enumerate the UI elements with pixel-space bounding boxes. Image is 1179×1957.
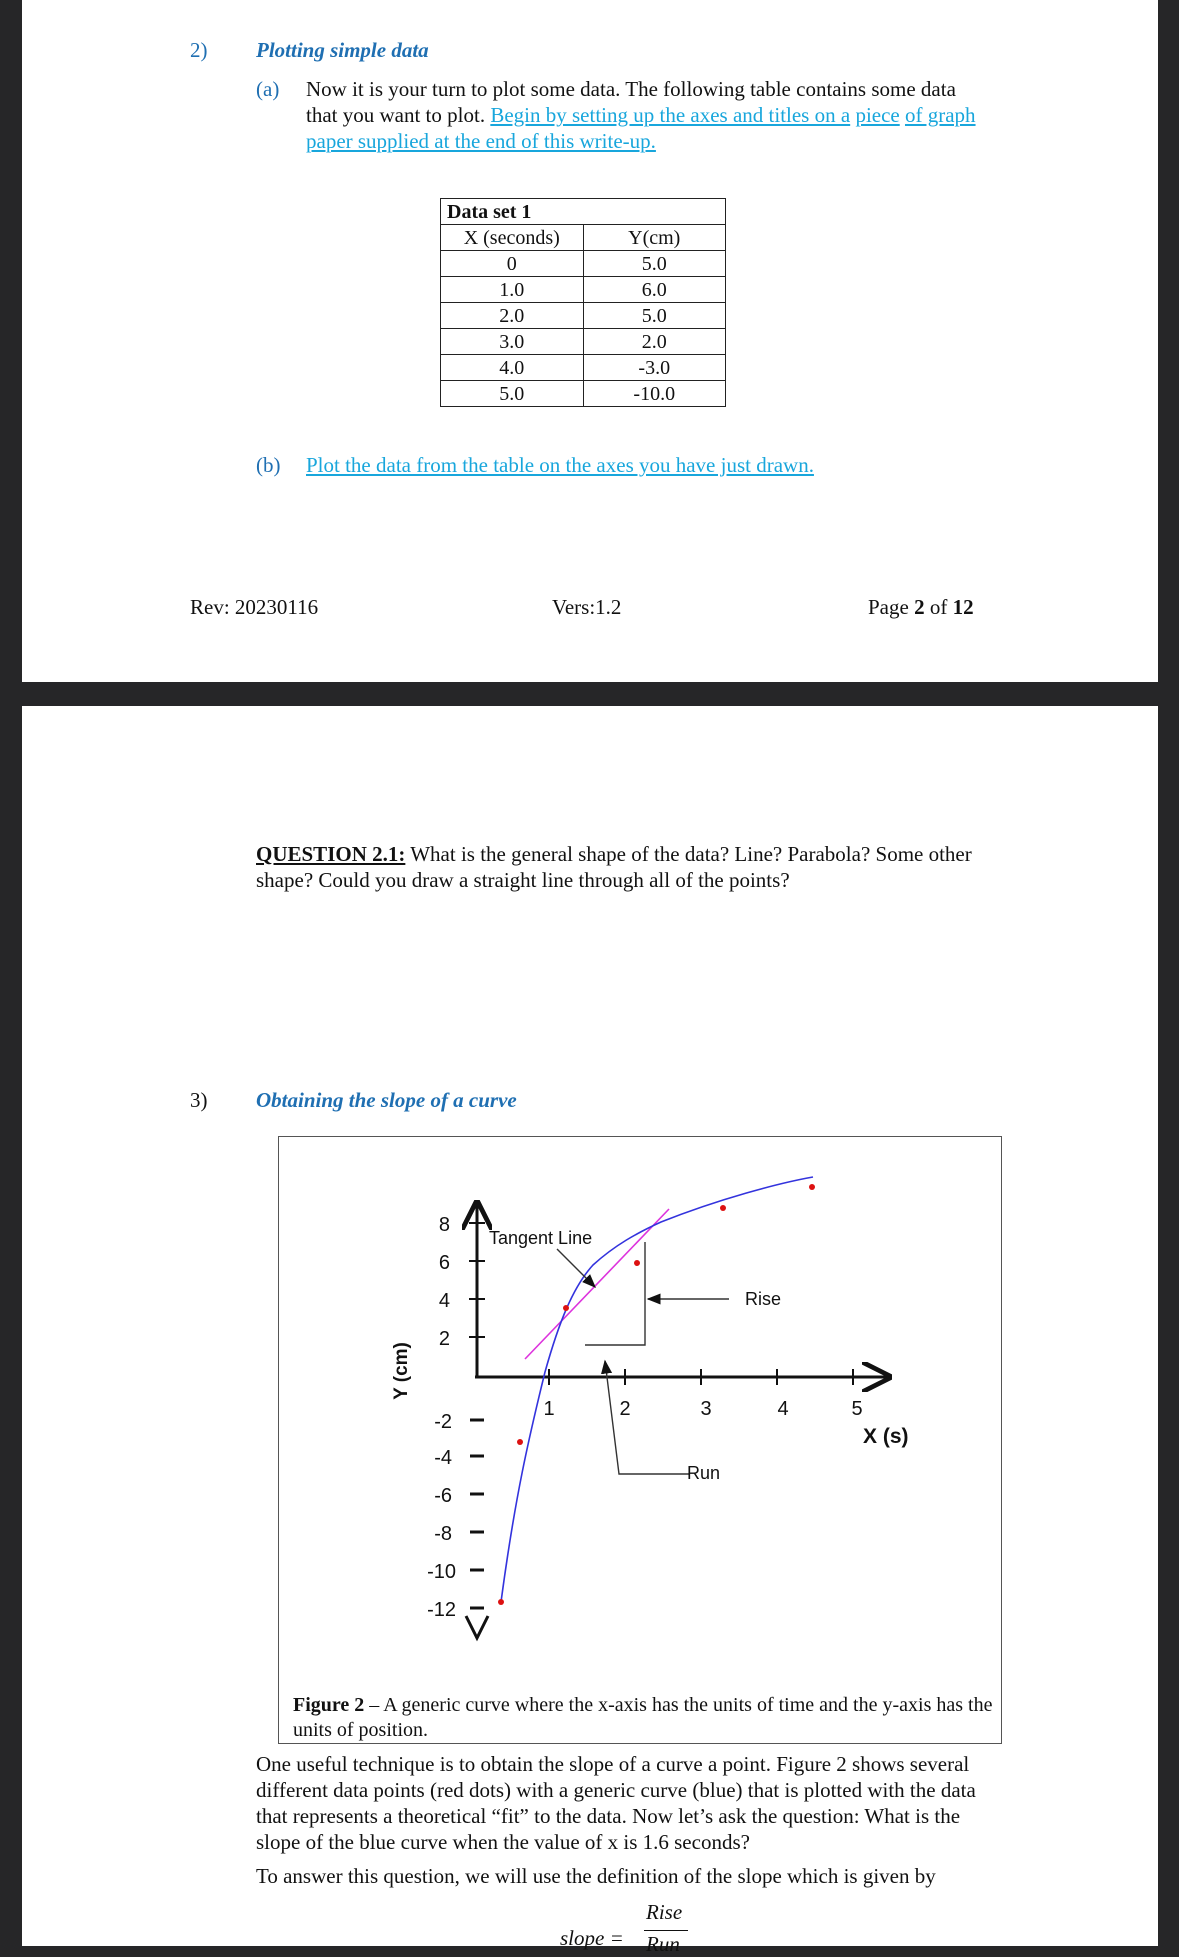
section-number: 2) xyxy=(190,38,208,62)
rise-run-triangle xyxy=(585,1242,645,1345)
y-axis-title: Y (cm) xyxy=(391,1342,412,1400)
data-table xyxy=(440,198,726,407)
cell-y: 5.0 xyxy=(583,303,726,329)
table-title: Data set 1 xyxy=(441,199,726,225)
cell-x: 4.0 xyxy=(441,355,584,381)
table-row xyxy=(441,355,726,381)
part-a-link-axes[interactable]: Begin by setting up the axes and titles on a xyxy=(490,103,851,127)
page-total: 12 xyxy=(952,595,974,619)
table-row xyxy=(441,303,726,329)
caption-label: Figure 2 xyxy=(293,1694,365,1716)
page-prefix: Page xyxy=(868,595,915,619)
data-point xyxy=(563,1305,569,1311)
part-a-text: Now it is your turn to plot some data. The following table contains some data that you want to plot. xyxy=(306,77,956,127)
cell-x: 5.0 xyxy=(441,381,584,407)
y-axis-lower-arrow xyxy=(466,1616,488,1638)
body-paragraph-2: To answer this question, we will use the definition of the slope which is given by xyxy=(256,1864,936,1888)
fraction-bar xyxy=(644,1930,688,1931)
table-row xyxy=(441,381,726,407)
document-page-1 xyxy=(22,0,1158,682)
part-b-label: (b) xyxy=(256,453,281,477)
data-point xyxy=(720,1205,726,1211)
part-a-label: (a) xyxy=(256,77,280,101)
x-tick-label: 4 xyxy=(777,1398,789,1420)
y-tick-label: -10 xyxy=(427,1561,456,1583)
cell-y: -10.0 xyxy=(583,381,726,407)
y-tick-label: 6 xyxy=(438,1252,450,1274)
page-of: of xyxy=(924,595,953,619)
x-axis-title: X (s) xyxy=(863,1425,909,1448)
formula-numerator: Rise xyxy=(646,1900,683,1924)
tangent-callout-line xyxy=(557,1249,595,1287)
page-current: 2 xyxy=(914,595,925,619)
x-tick-label: 1 xyxy=(543,1398,555,1420)
document-page-2 xyxy=(22,706,1158,1956)
tangent-line-label: Tangent Line xyxy=(489,1228,593,1248)
table-title-row xyxy=(441,199,726,225)
question-label: QUESTION 2.1: xyxy=(256,842,406,866)
question-text: What is the general shape of the data? Line? Parabola? Some other shape? Could you draw a straight line through all of the points? xyxy=(256,842,972,892)
y-ticks-negative xyxy=(470,1420,484,1608)
section-title: Plotting simple data xyxy=(256,38,429,62)
cell-x: 1.0 xyxy=(441,277,584,303)
figure-2-graph xyxy=(279,1137,1001,1687)
part-a-link-piece[interactable]: piece xyxy=(855,103,900,127)
x-tick-label: 2 xyxy=(619,1398,631,1420)
caption-text: – A generic curve where the x-axis has the units of time and the y-axis has the units of position. xyxy=(293,1694,993,1741)
footer-rev: Rev: 20230116 xyxy=(190,595,319,619)
cell-x: 0 xyxy=(441,251,584,277)
cell-x: 3.0 xyxy=(441,329,584,355)
y-tick-label: 8 xyxy=(438,1214,450,1236)
cell-y: 6.0 xyxy=(583,277,726,303)
table-row xyxy=(441,329,726,355)
body-paragraph: One useful technique is to obtain the slope of a curve a point. Figure 2 shows several different data points (red dots) with a generic curve (blue) that is plotted with the data that represents a theoretical “fit” to the data. Now let’s ask the question: What is the slope of the blue curve when the value of x is 1.6 seconds? xyxy=(256,1752,976,1854)
data-point xyxy=(634,1260,640,1266)
y-tick-label: -2 xyxy=(434,1411,452,1433)
formula-lhs: slope = xyxy=(560,1926,624,1950)
run-label: Run xyxy=(687,1463,721,1483)
y-tick-label: -12 xyxy=(427,1599,456,1621)
column-header-x: X (seconds) xyxy=(441,225,584,251)
section-title: Obtaining the slope of a curve xyxy=(256,1088,517,1112)
figure-2-box xyxy=(278,1136,1002,1744)
cell-y: 5.0 xyxy=(583,251,726,277)
data-point xyxy=(517,1439,523,1445)
x-tick-label: 5 xyxy=(851,1398,863,1420)
footer-page-number xyxy=(868,595,974,620)
data-point xyxy=(498,1599,504,1605)
cell-x: 2.0 xyxy=(441,303,584,329)
y-tick-label: -4 xyxy=(434,1447,452,1469)
question-2-1 xyxy=(256,841,996,893)
table-row xyxy=(441,251,726,277)
formula-denominator: Run xyxy=(646,1932,680,1956)
cell-y: -3.0 xyxy=(583,355,726,381)
y-tick-label: 4 xyxy=(438,1290,450,1312)
part-a-paragraph xyxy=(306,76,976,154)
cell-y: 2.0 xyxy=(583,329,726,355)
x-tick-label: 3 xyxy=(700,1398,712,1420)
data-point xyxy=(809,1184,815,1190)
rise-label: Rise xyxy=(745,1289,782,1309)
y-tick-label: -6 xyxy=(434,1485,452,1507)
y-tick-label: -8 xyxy=(434,1523,452,1545)
part-a-link-graph-paper[interactable]: of graph paper supplied at the end of this write-up. xyxy=(306,103,976,153)
footer-version: Vers:1.2 xyxy=(552,595,622,619)
section-number: 3) xyxy=(190,1088,208,1112)
column-header-y: Y(cm) xyxy=(583,225,726,251)
figure-caption xyxy=(293,1693,993,1743)
part-b-link[interactable]: Plot the data from the table on the axes you have just drawn. xyxy=(306,453,814,477)
table-row xyxy=(441,277,726,303)
y-tick-label: 2 xyxy=(438,1328,450,1350)
table-header-row xyxy=(441,225,726,251)
